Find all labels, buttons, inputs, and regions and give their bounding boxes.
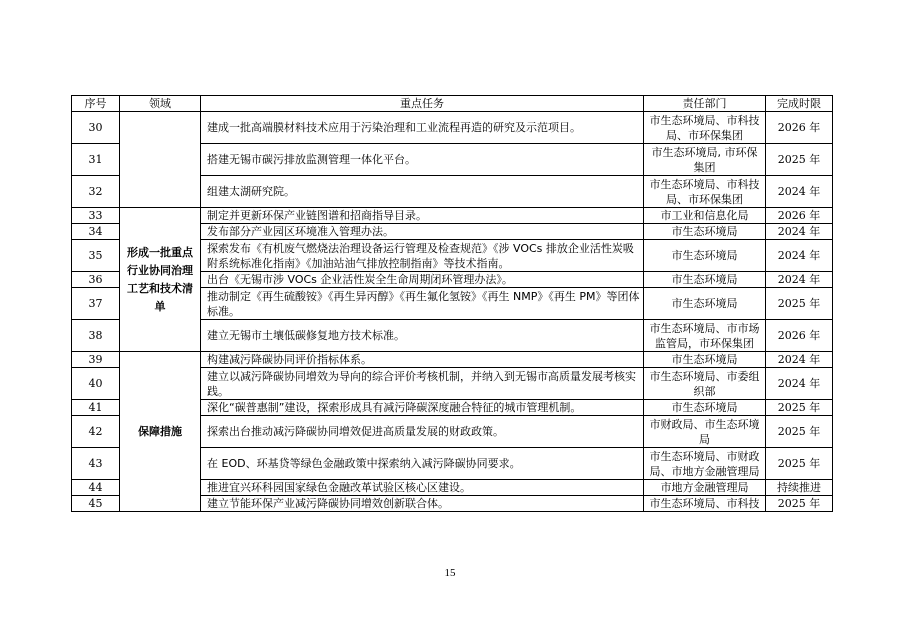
row-number: 34 — [72, 224, 120, 240]
row-number: 44 — [72, 480, 120, 496]
dept-cell: 市生态环境局、市财政局、市地方金融管理局 — [644, 448, 766, 480]
task-cell: 构建减污降碳协同评价指标体系。 — [201, 352, 644, 368]
row-number: 43 — [72, 448, 120, 480]
row-number: 32 — [72, 176, 120, 208]
row-number: 31 — [72, 144, 120, 176]
task-cell: 推动制定《再生硫酸铵》《再生异丙醇》《再生氟化氢铵》《再生 NMP》《再生 PM》等团体标准。 — [201, 288, 644, 320]
row-number: 33 — [72, 208, 120, 224]
deadline-cell: 2025 年 — [766, 448, 833, 480]
task-cell: 深化“碳普惠制”建设，探索形成具有减污降碳深度融合特征的城市管理机制。 — [201, 400, 644, 416]
task-cell: 探索发布《有机废气燃烧法治理设备运行管理及检查规范》《涉 VOCs 排放企业活性炭吸附系统标准化指南》《加油站油气排放控制指南》等技术指南。 — [201, 240, 644, 272]
deadline-cell: 2025 年 — [766, 416, 833, 448]
dept-cell: 市生态环境局、市科技局、市环保集团 — [644, 112, 766, 144]
task-cell: 建立以减污降碳协同增效为导向的综合评价考核机制，并纳入到无锡市高质量发展考核实践。 — [201, 368, 644, 400]
field-cell: 保障措施 — [120, 352, 201, 512]
dept-cell: 市生态环境局、市科技 — [644, 496, 766, 512]
table-header-row — [72, 96, 833, 112]
task-cell: 建立节能环保产业减污降碳协同增效创新联合体。 — [201, 496, 644, 512]
header-deadline: 完成时限 — [766, 96, 833, 112]
dept-cell: 市生态环境局 — [644, 272, 766, 288]
task-cell: 搭建无锡市碳污排放监测管理一体化平台。 — [201, 144, 644, 176]
dept-cell: 市地方金融管理局 — [644, 480, 766, 496]
field-cell: 形成一批重点行业协同治理工艺和技术清单 — [120, 208, 201, 352]
dept-cell: 市生态环境局、市科技局、市环保集团 — [644, 176, 766, 208]
table-row — [72, 208, 833, 224]
task-cell: 制定并更新环保产业链图谱和招商指导目录。 — [201, 208, 644, 224]
task-cell: 发布部分产业园区环境准入管理办法。 — [201, 224, 644, 240]
field-cell-empty — [120, 112, 201, 208]
header-seq: 序号 — [72, 96, 120, 112]
dept-cell: 市生态环境局 — [644, 288, 766, 320]
row-number: 41 — [72, 400, 120, 416]
deadline-cell: 2025 年 — [766, 144, 833, 176]
deadline-cell: 2026 年 — [766, 320, 833, 352]
row-number: 37 — [72, 288, 120, 320]
dept-cell: 市生态环境局、市委组织部 — [644, 368, 766, 400]
task-cell: 组建太湖研究院。 — [201, 176, 644, 208]
deadline-cell: 2024 年 — [766, 272, 833, 288]
task-cell: 出台《无锡市涉 VOCs 企业活性炭全生命周期闭环管理办法》。 — [201, 272, 644, 288]
deadline-cell: 2024 年 — [766, 368, 833, 400]
header-dept: 责任部门 — [644, 96, 766, 112]
dept-cell: 市财政局、市生态环境局 — [644, 416, 766, 448]
dept-cell: 市生态环境局 — [644, 352, 766, 368]
page-number: 15 — [444, 567, 456, 579]
deadline-cell: 2024 年 — [766, 352, 833, 368]
table-row — [72, 112, 833, 144]
task-cell: 建成一批高端膜材料技术应用于污染治理和工业流程再造的研究及示范项目。 — [201, 112, 644, 144]
task-cell: 在 EOD、环基贷等绿色金融政策中探索纳入减污降碳协同要求。 — [201, 448, 644, 480]
row-number: 35 — [72, 240, 120, 272]
dept-cell: 市生态环境局 — [644, 240, 766, 272]
deadline-cell: 2025 年 — [766, 288, 833, 320]
deadline-cell: 持续推进 — [766, 480, 833, 496]
deadline-cell: 2024 年 — [766, 176, 833, 208]
deadline-cell: 2024 年 — [766, 240, 833, 272]
task-table — [71, 95, 833, 512]
row-number: 30 — [72, 112, 120, 144]
dept-cell: 市生态环境局 — [644, 224, 766, 240]
row-number: 40 — [72, 368, 120, 400]
row-number: 42 — [72, 416, 120, 448]
header-task: 重点任务 — [201, 96, 644, 112]
row-number: 38 — [72, 320, 120, 352]
dept-cell: 市生态环境局、市市场监管局，市环保集团 — [644, 320, 766, 352]
dept-cell: 市生态环境局, 市环保集团 — [644, 144, 766, 176]
header-field: 领域 — [120, 96, 201, 112]
task-cell: 建立无锡市土壤低碳修复地方技术标准。 — [201, 320, 644, 352]
deadline-cell: 2026 年 — [766, 112, 833, 144]
dept-cell: 市生态环境局 — [644, 400, 766, 416]
deadline-cell: 2025 年 — [766, 496, 833, 512]
row-number: 36 — [72, 272, 120, 288]
deadline-cell: 2025 年 — [766, 400, 833, 416]
deadline-cell: 2024 年 — [766, 224, 833, 240]
deadline-cell: 2026 年 — [766, 208, 833, 224]
table-row — [72, 352, 833, 368]
row-number: 39 — [72, 352, 120, 368]
row-number: 45 — [72, 496, 120, 512]
task-cell: 推进宜兴环科园国家绿色金融改革试验区核心区建设。 — [201, 480, 644, 496]
task-cell: 探索出台推动减污降碳协同增效促进高质量发展的财政政策。 — [201, 416, 644, 448]
dept-cell: 市工业和信息化局 — [644, 208, 766, 224]
